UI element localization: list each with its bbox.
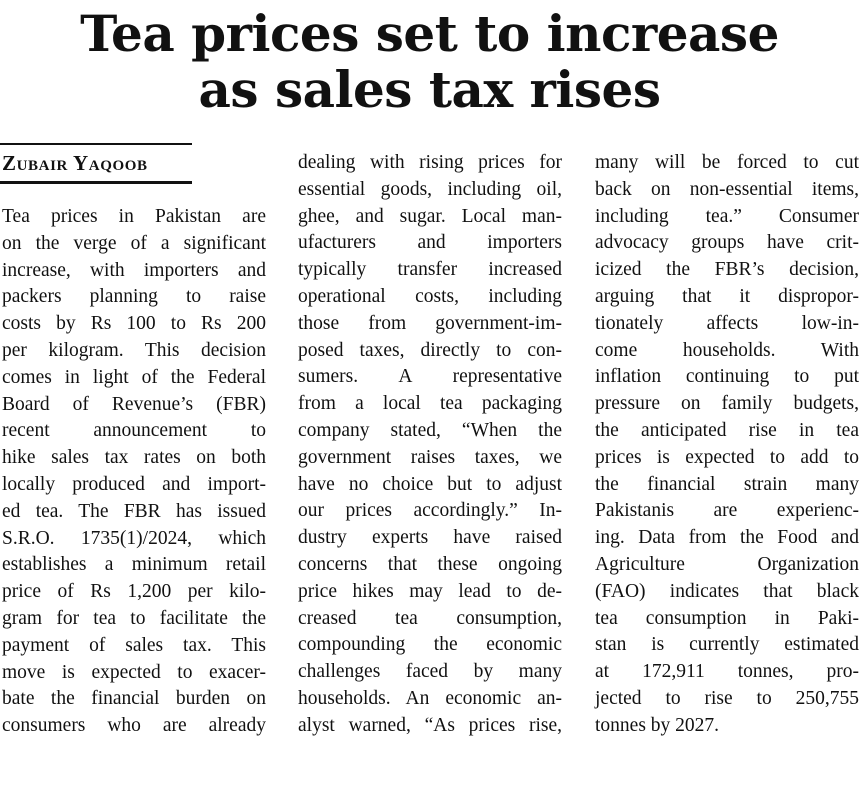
article-text-line: tea consumption in Paki- [595, 607, 859, 629]
article-text-line: concerns that these ongoing [298, 553, 562, 575]
article-text-line: Agriculture Organization [595, 553, 859, 575]
article-text-line: come households. With [595, 339, 859, 361]
article-text-line: ufacturers and importers [298, 232, 562, 254]
article-text-line: including tea.” Consumer [595, 205, 859, 227]
article-text-line: have no choice but to adjust [298, 473, 562, 495]
article-text-line: payment of sales tax. This [2, 634, 266, 656]
article-text-line: back on non-essential items, [595, 178, 859, 200]
article-text-line: the financial strain many [595, 473, 859, 495]
article-text-line: dealing with rising prices for [298, 152, 562, 173]
article-text-line: bate the financial burden on [2, 688, 266, 710]
article-text-line: households. An economic an- [298, 687, 562, 709]
article-text-line: sumers. A representative [298, 366, 562, 388]
article-text-line: price of Rs 1,200 per kilo- [2, 581, 266, 603]
article-text-line: ghee, and sugar. Local man- [298, 205, 562, 227]
article-text-line: at 172,911 tonnes, pro- [595, 661, 859, 683]
article-text-line: (FAO) indicates that black [595, 580, 859, 602]
article-text-line: pressure on family budgets, [595, 393, 859, 415]
article-text-line: operational costs, including [298, 285, 562, 307]
article-text-line: essential goods, including oil, [298, 178, 562, 200]
article-text-line: packers planning to raise [2, 286, 266, 308]
article-text-line: increase, with importers and [2, 259, 266, 281]
byline: Zubair Yaqoob [2, 151, 148, 175]
article-column-1 [2, 204, 266, 740]
byline-underline [0, 181, 192, 184]
article-text-line: gram for tea to facilitate the [2, 607, 266, 629]
article-text-line: comes in light of the Federal [2, 366, 266, 388]
article-text-line: S.R.O. 1735(1)/2024, which [2, 527, 266, 549]
article-text-line: many will be forced to cut [595, 152, 859, 173]
article-text-line: stan is currently estimated [595, 634, 859, 656]
article-text-line: hike sales tax rates on both [2, 447, 266, 469]
byline-top-rule [0, 143, 192, 145]
article-text-line: establishes a minimum retail [2, 554, 266, 576]
article-text-line: prices is expected to add to [595, 446, 859, 468]
article-text-line: per kilogram. This decision [2, 339, 266, 361]
article-text-line: typically transfer increased [298, 259, 562, 281]
article-text-line: price hikes may lead to de- [298, 580, 562, 602]
article-text-line: consumers who are already [2, 715, 266, 737]
article-text-line: icized the FBR’s decision, [595, 259, 859, 281]
headline-line-2: as sales tax rises [198, 60, 661, 119]
article-text-line: those from government-im- [298, 312, 562, 334]
article-text-line: the anticipated rise in tea [595, 419, 859, 441]
article-text-line: challenges faced by many [298, 661, 562, 683]
article-text-line: advocacy groups have crit- [595, 232, 859, 254]
headline [0, 6, 859, 118]
article-text-line: our prices accordingly.” In- [298, 500, 562, 522]
article-text-line: jected to rise to 250,755 [595, 687, 859, 709]
article-text-line: tionately affects low-in- [595, 312, 859, 334]
headline-line-1: Tea prices set to increase [80, 4, 779, 63]
article-text-line: on the verge of a significant [2, 232, 266, 254]
article-text-line: arguing that it dispropor- [595, 285, 859, 307]
article-column-2 [298, 150, 562, 740]
article-text-line: Tea prices in Pakistan are [2, 206, 266, 227]
article-text-line: posed taxes, directly to con- [298, 339, 562, 361]
article-text-line: company stated, “When the [298, 419, 562, 441]
article-text-line: locally produced and import- [2, 473, 266, 495]
article-text-line: alyst warned, “As prices rise, [298, 714, 562, 736]
article-text-line: creased tea consumption, [298, 607, 562, 629]
article-text-line: inflation continuing to put [595, 366, 859, 388]
article-text-line: tonnes by 2027. [595, 714, 720, 736]
article-text-line: ing. Data from the Food and [595, 527, 859, 549]
article-text-line: government raises taxes, we [298, 446, 562, 468]
article-text-line: Pakistanis are experienc- [595, 500, 859, 522]
article-text-line: recent announcement to [2, 420, 266, 442]
article-text-line: Board of Revenue’s (FBR) [2, 393, 266, 415]
article-text-line: compounding the economic [298, 634, 562, 656]
article-text-line: dustry experts have raised [298, 527, 562, 549]
article-column-3 [595, 150, 859, 740]
article-text-line: from a local tea packaging [298, 393, 562, 415]
article-text-line: costs by Rs 100 to Rs 200 [2, 313, 266, 335]
article-text-line: ed tea. The FBR has issued [2, 500, 266, 522]
article-text-line: move is expected to exacer- [2, 661, 266, 683]
